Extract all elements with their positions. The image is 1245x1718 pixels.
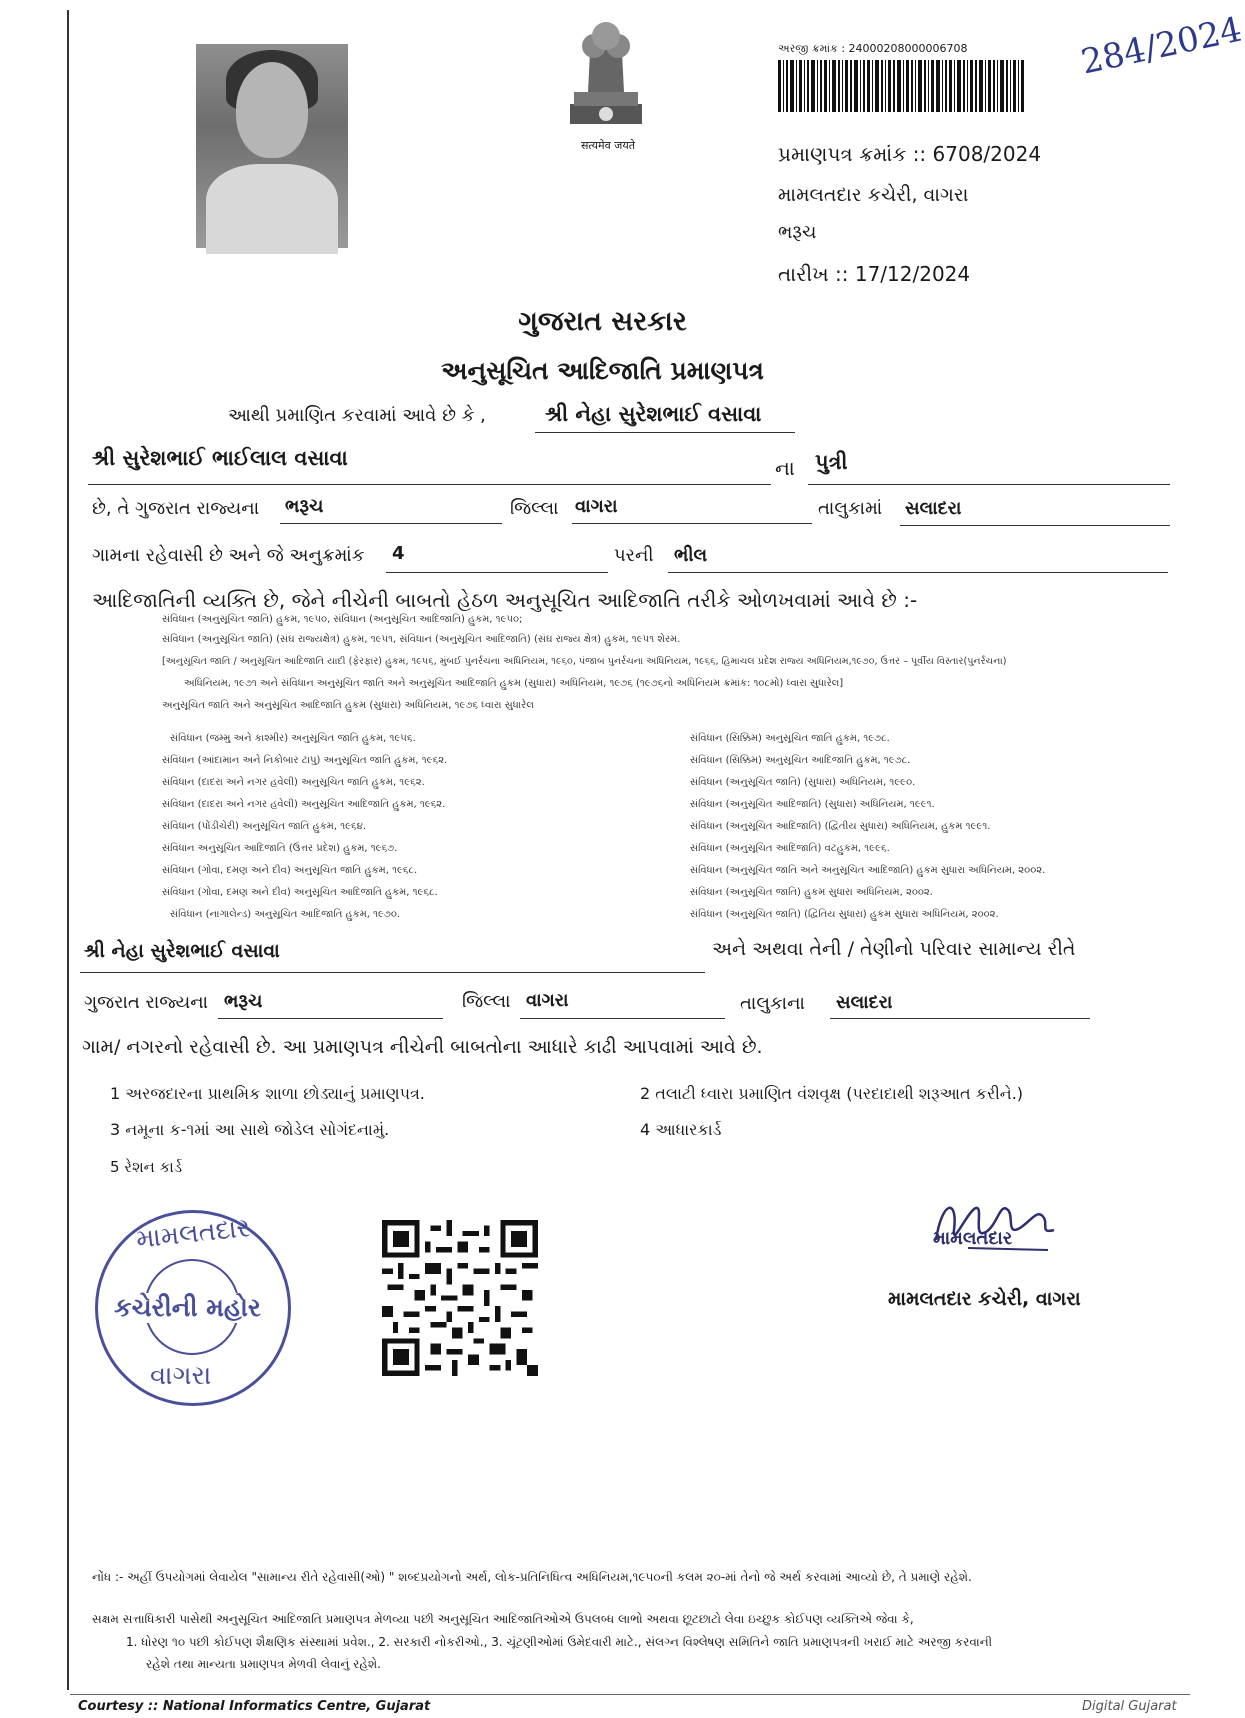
district-name: ભરૂચ — [778, 222, 817, 243]
document-item: 2 તલાટી ધ્વારા પ્રમાણિત વંશવૃક્ષ (પરદાદાથી શરૂઆત કરીને.) — [640, 1084, 1024, 1103]
residence-jilla-label: જિલ્લા — [462, 991, 511, 1012]
document-item: 4 આધારકાર્ડ — [640, 1120, 722, 1139]
resident-label: ગામના રહેવાસી છે અને જે અનુક્રમાંક — [92, 545, 365, 566]
order-right: સંવિધાન (અનુસૂચિત આદિજાતિ) વટહુકમ, ૧૯૯૬. — [690, 843, 890, 854]
underline — [572, 523, 812, 524]
underline — [830, 1018, 1090, 1019]
order-left: સંવિધાન (દાદરા અને નગર હવેલી) અનુસૂચિત આદિજાતિ હુકમ, ૧૯૬૨. — [162, 799, 446, 810]
relation: પુત્રી — [815, 450, 848, 474]
underline — [280, 523, 502, 524]
order-left: સંવિધાન (દાદરા અને નગર હવેલી) અનુસૂચિત જાતિ હુકમ, ૧૯૬૨. — [162, 777, 425, 788]
residence-state-label: ગુજરાત રાજ્યના — [84, 992, 209, 1013]
handwritten-signature-text: મામલતદાર — [933, 1228, 1013, 1249]
note-line: સક્ષમ સત્તાધિકારી પાસેથી અનુસૂચિત આદિજાતિ પ્રમાણપત્ર મેળવ્યા પછી અનુસૂચિત આદિજાતિઓએ ઉપલબ્ધ લાભો અથવા છૂટછાટો લેવા ઇચ્છુક કોઈપણ વ્યક્તિએ જેવા કે, — [92, 1612, 914, 1626]
underline — [80, 972, 705, 973]
underline — [535, 432, 795, 433]
underline — [808, 484, 1170, 485]
jilla-label: જિલ્લા — [510, 498, 559, 519]
order-line: અનુસૂચિત જાતિ અને અનુસૂચિત આદિજાતિ હુકમ (સુધારા) અધિનિયમ, ૧૯૭૬ ધ્વારા સુધારેલ — [162, 700, 534, 711]
application-number: અરજી ક્રમાંક : 24000208000006708 — [778, 42, 968, 55]
underline — [668, 572, 1168, 573]
order-right: સંવિધાન (અનુસૂચિત જાતિ) હુકમ સુધારા અધિનિયમ, ૨૦૦૨. — [690, 887, 933, 898]
residence-village: સલાદરા — [836, 992, 893, 1013]
order-right: સંવિધાન (અનુસૂચિત જાતિ અને અનુસૂચિત આદિજાતિ) હુકમ સુધારા અધિનિયમ, ૨૦૦૨. — [690, 865, 1046, 876]
issue-date: તારીખ :: 17/12/2024 — [778, 262, 971, 286]
seal-bottom-text: વાગરા — [150, 1361, 212, 1391]
underline — [88, 484, 771, 485]
document-item: 1 અરજદારના પ્રાથમિક શાળા છોડ્યાનું પ્રમાણપત્ર. — [110, 1084, 425, 1103]
order-right: સંવિધાન (સિક્કિમ) અનુસૂચિત આદિજાતિ હુકમ, ૧૯૭૮. — [690, 755, 911, 766]
residence-district: ભરૂચ — [224, 991, 263, 1012]
order-left: સંવિધાન અનુસૂચિત આદિજાતિ (ઉત્તર પ્રદેશ) હુકમ, ૧૯૬૭. — [162, 843, 398, 854]
certificate-number: પ્રમાણપત્ર ક્રમાંક :: 6708/2024 — [778, 142, 1042, 166]
recognized-text: આદિજાતિની વ્યક્તિ છે, જેને નીચેની બાબતો હેઠળ અનુસૂચિત આદિજાતિ તરીકે ઓળખવામાં આવે છે :- — [92, 588, 918, 612]
seal-center-text: કચેરીની મહોર — [114, 1293, 261, 1322]
note-line: રહેશે તથા માન્યતા પ્રમાણપત્ર મેળવી લેવાનું રહેશે. — [146, 1657, 381, 1671]
order-line: સંવિધાન (અનુસૂચિત જાતિ) (સંઘ રાજ્યક્ષેત્ર) હુકમ, ૧૯૫૧, સંવિધાન (અનુસૂચિત આદિજાતિ) (સંઘ રાજ્ય ક્ષેત્ર) હુકમ, ૧૯૫૧ શેરમ. — [162, 634, 681, 645]
state-label: છે, તે ગુજરાત રાજ્યના — [92, 498, 260, 519]
seal-top-text: મામલતદાર — [134, 1213, 252, 1255]
order-line: [અનુસૂચિત જાતિ / અનુસૂચિત આદિજાતિ યાદી (ફેરફાર) હુકમ, ૧૯૫૬, મુંબઈ પુનર્રચના અધિનિયમ, ૧૯૬૦, પંજાબ પુનર્રચના અધિનિયમ, ૧૯૬૬, હિમાચલ પ્રદેશ રાજ્ય અધિનિયમ,૧૯૭૦, ઉત્તર – પૂર્વીય વિસ્તાર(પુનર્રચના) — [162, 656, 1007, 667]
office-name: મામલતદાર કચેરી, વાગરા — [778, 184, 969, 206]
order-right: સંવિધાન (અનુસૂચિત આદિજાતિ) (દ્વિતીય સુધારા) અધિનિયમ, હુકમ ૧૯૯૧. — [690, 821, 991, 832]
residence-taluka-label: તાલુકાના — [740, 993, 805, 1014]
government-title: ગુજરાત સરકાર — [518, 306, 687, 337]
emblem-motto: सत्यमेव जयते — [580, 139, 635, 152]
underline — [520, 1018, 725, 1019]
na-label: ના — [775, 456, 795, 480]
order-line: અધિનિયમ, ૧૯૭૧ અને સંવિધાન અનુસૂચિત જાતિ અને અનુસૂચિત આદિજાતિ હુકમ (સુધારા) અધિનિયમ, ૧૯૭૬ (૧૯૭૬નો અધિનિયમ ક્રમાંક: ૧૦૮મો) ધ્વારા સુધારેલ] — [184, 678, 844, 689]
order-left: સંવિધાન (જમ્મુ અને કાશ્મીર) અનુસૂચિત જાતિ હુકમ, ૧૯૫૬. — [170, 733, 416, 744]
order-right: સંવિધાન (સિક્કિમ) અનુસૂચિત જાતિ હુકમ, ૧૯૭૮. — [690, 733, 890, 744]
note-line: 1. ધોરણ ૧૦ પછી કોઈપણ શૈક્ષણિક સંસ્થામાં પ્રવેશ., 2. સરકારી નોકરીઓ., 3. ચૂંટણીઓમાં ઉમેદવારી માટે., સંલગ્ન વિશ્લેષણ સમિતિને જાતિ પ્રમાણપત્રની ખરાઈ માટે અરજી કરવાની — [126, 1635, 993, 1649]
residence-applicant-name: શ્રી નેહા સુરેશભાઈ વસાવા — [84, 940, 280, 962]
residence-jilla: વાગરા — [526, 990, 569, 1011]
signature — [928, 1190, 1068, 1260]
certify-label: આથી પ્રમાણિત કરવામાં આવે છે કે , — [228, 405, 486, 426]
margin-line — [67, 10, 69, 1690]
signatory-office: મામલતદાર કચેરી, વાગરા — [888, 1288, 1081, 1310]
footer-courtesy: Courtesy :: National Informatics Centre, Gujarat — [78, 1699, 431, 1714]
family-text: અને અથવા તેની / તેણીનો પરિવાર સામાન્ય રીતે — [712, 938, 1076, 960]
order-right: સંવિધાન (અનુસૂચિત જાતિ) (સુધારા) અધિનિયમ, ૧૯૯૦. — [690, 777, 916, 788]
jilla-value: વાગરા — [575, 496, 618, 517]
document-item: 5 રેશન કાર્ડ — [110, 1158, 183, 1176]
footer-divider — [70, 1694, 1190, 1695]
barcode — [778, 60, 1024, 112]
father-name: શ્રી સુરેશભાઈ ભાઈલાલ વસાવા — [92, 446, 348, 470]
village-value: સલાદરા — [905, 498, 962, 519]
tribe-name: ભીલ — [674, 545, 708, 566]
underline — [386, 572, 608, 573]
applicant-name: શ્રી નેહા સુરેશભાઈ વસાવા — [545, 402, 762, 426]
underline — [218, 1018, 443, 1019]
document-item: 3 નમૂના ક-૧માં આ સાથે જોડેલ સોગંદનામું. — [110, 1120, 390, 1139]
order-left: સંવિધાન (ગોવા, દમણ અને દીવ) અનુસૂચિત જાતિ હુકમ, ૧૯૬૮. — [162, 865, 418, 876]
applicant-photo — [196, 44, 348, 248]
order-left: સંવિધાન (નાગાલેન્ડ) અનુસૂચિત આદિજાતિ હુકમ, ૧૯૭૦. — [170, 909, 401, 920]
national-emblem-icon — [560, 12, 652, 130]
taluka-label: તાલુકામાં — [818, 498, 883, 519]
order-right: સંવિધાન (અનુસૂચિત જાતિ) (દ્વિતિય સુધારા) હુકમ સુધારા અધિનિયમ, ૨૦૦૨. — [690, 909, 999, 920]
order-line: સંવિધાન (અનુસૂચિત જાતિ) હુકમ, ૧૯૫૦, સંવિધાન (અનુસૂચિત આદિજાતિ) હુકમ, ૧૯૫૦; — [162, 614, 523, 625]
note-line: નોંધ :- અહીં ઉપયોગમાં લેવાયેલ "સામાન્ય રીતે રહેવાસી(ઓ) " શબ્દપ્રયોગનો અર્થ, લોક-પ્રતિનિધિત્વ અધિનિયમ,૧૯૫૦ની કલમ ૨૦-માં તેનો જે અર્થ કરવામાં આવ્યો છે, તે પ્રમાણે રહેશે. — [92, 1570, 972, 1584]
order-left: સંવિધાન (આંદામાન અને નિકોબાર ટાપુ) અનુસૂચિત જાતિ હુકમ, ૧૯૬૨. — [162, 755, 448, 766]
par-label: પરની — [614, 545, 654, 566]
order-left: સંવિધાન (પોંડીચેરી) અનુસૂચિત જાતિ હુકમ, ૧૯૬૪. — [162, 821, 367, 832]
order-left: સંવિધાન (ગોવા, દમણ અને દીવ) અનુસૂચિત આદિજાતિ હુકમ, ૧૯૬૮. — [162, 887, 438, 898]
underline — [900, 525, 1170, 526]
district-value: ભરૂચ — [285, 496, 324, 517]
handwritten-number: 284/2024 — [1077, 9, 1245, 83]
certificate-title: અનુસૂચિત આદિજાતિ પ્રમાણપત્ર — [441, 356, 764, 385]
basis-text: ગામ/ નગરનો રહેવાસી છે. આ પ્રમાણપત્ર નીચેની બાબતોના આધારે કાઢી આપવામાં આવે છે. — [82, 1036, 763, 1058]
serial-number: 4 — [392, 543, 405, 564]
order-right: સંવિધાન (અનુસૂચિત આદિજાતિ) (સુધારા) અધિનિયમ, ૧૯૯૧. — [690, 799, 935, 810]
qr-code — [382, 1220, 538, 1376]
office-seal — [95, 1210, 291, 1406]
footer-digital-gujarat: Digital Gujarat — [1082, 1699, 1177, 1714]
